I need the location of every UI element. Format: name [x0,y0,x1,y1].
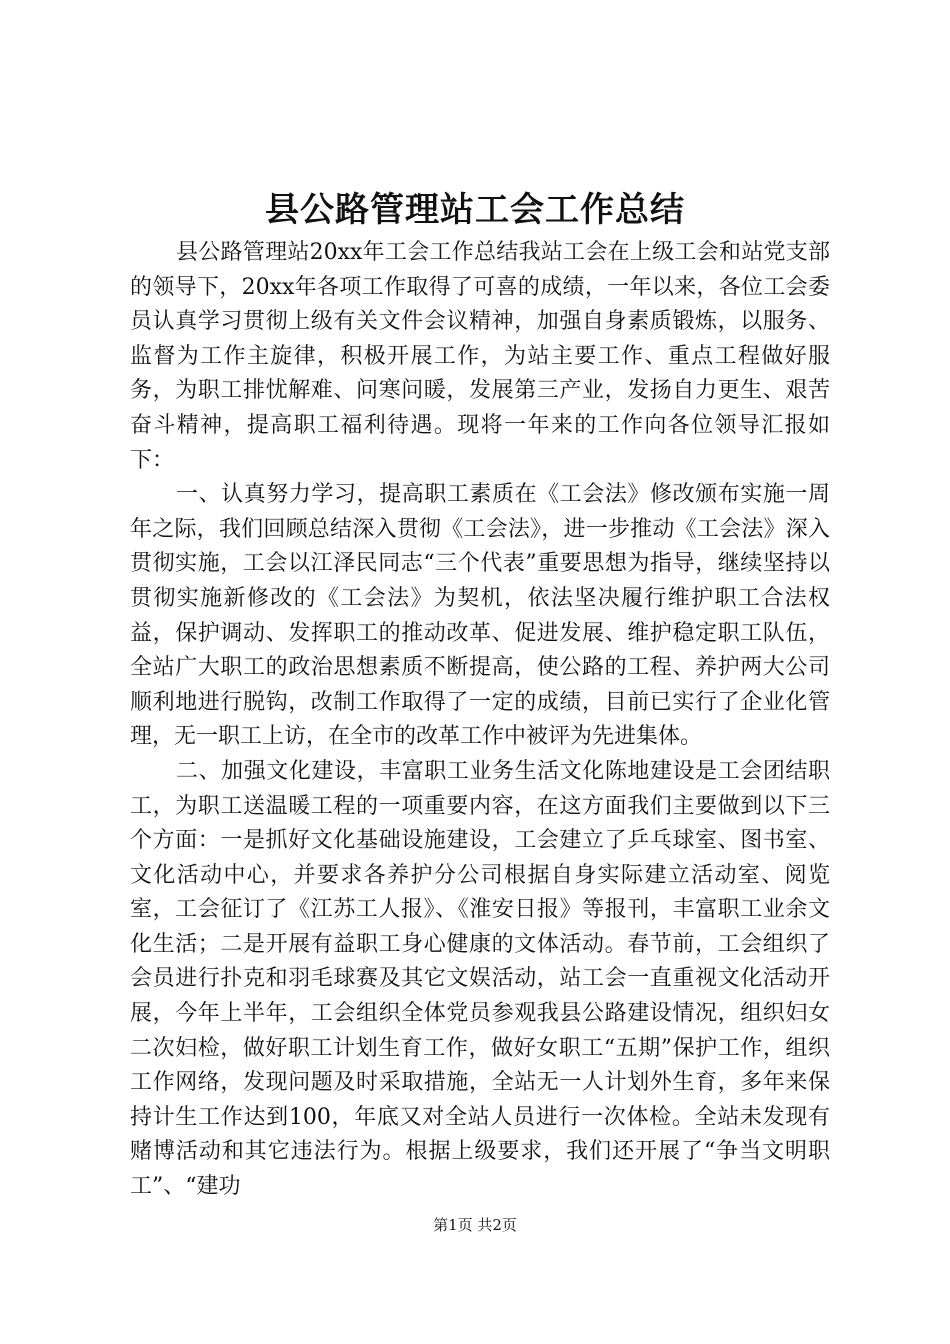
document-title: 县公路管理站工会工作总结 [265,190,685,230]
paragraph-section-1: 一、认真努力学习，提高职工素质在《工会法》修改颁布实施一周年之际，我们回顾总结深入贯彻《工会法》，进一步推动《工会法》深入贯彻实施，工会以江泽民同志“三个代表”重要思想为指导，继续坚持以贯彻实施新修改的《工会法》为契机，依法坚决履行维护职工合法权益，保护调动、发挥职工的推动改革、促进发展、维护稳定职工队伍，全站广大职工的政治思想素质不断提高，使公路的工程、养护两大公司顺利地进行脱钩，改制工作取得了一定的成绩，目前已实行了企业化管理，无一职工上访，在全市的改革工作中被评为先进集体。 [130,482,830,750]
paragraph-section-2: 二、加强文化建设，丰富职工业务生活文化陈地建设是工会团结职工，为职工送温暖工程的一项重要内容，在这方面我们主要做到以下三个方面：一是抓好文化基础设施建设，工会建立了乒乓球室、图书室、文化活动中心，并要求各养护分公司根据自身实际建立活动室、阅览室，工会征订了《江苏工人报》、《淮安日报》等报刊，丰富职工业余文化生活；二是开展有益职工身心健康的文体活动。春节前，工会组织了会员进行扑克和羽毛球赛及其它文娱活动，站工会一直重视文化活动开展，今年上半年，工会组织全体党员参观我县公路建设情况，组织妇女二次妇检，做好职工计划生育工作，做好女职工“五期”保护工作，组织工作网络，发现问题及时采取措施，全站无一人计划外生育，多年来保持计生工作达到100，年底又对全站人员进行一次体检。全站未发现有赌博活动和其它违法行为。根据上级要求，我们还开展了“争当文明职工”、“建功 [130,758,830,1200]
paragraph-intro: 县公路管理站20xx年工会工作总结我站工会在上级工会和站党支部的领导下，20xx年各项工作取得了可喜的成绩，一年以来，各位工会委员认真学习贯彻上级有关文件会议精神，加强自身素质锻炼，以服务、监督为工作主旋律，积极开展工作，为站主要工作、重点工程做好服务，为职工排忧解难、问寒问暖，发展第三产业，发扬自力更生、艰苦奋斗精神，提高职工福利待遇。现将一年来的工作向各位领导汇报如下： [130,240,830,473]
page-footer: 第1页 共2页 [433,1216,517,1234]
document-body [130,236,830,1205]
